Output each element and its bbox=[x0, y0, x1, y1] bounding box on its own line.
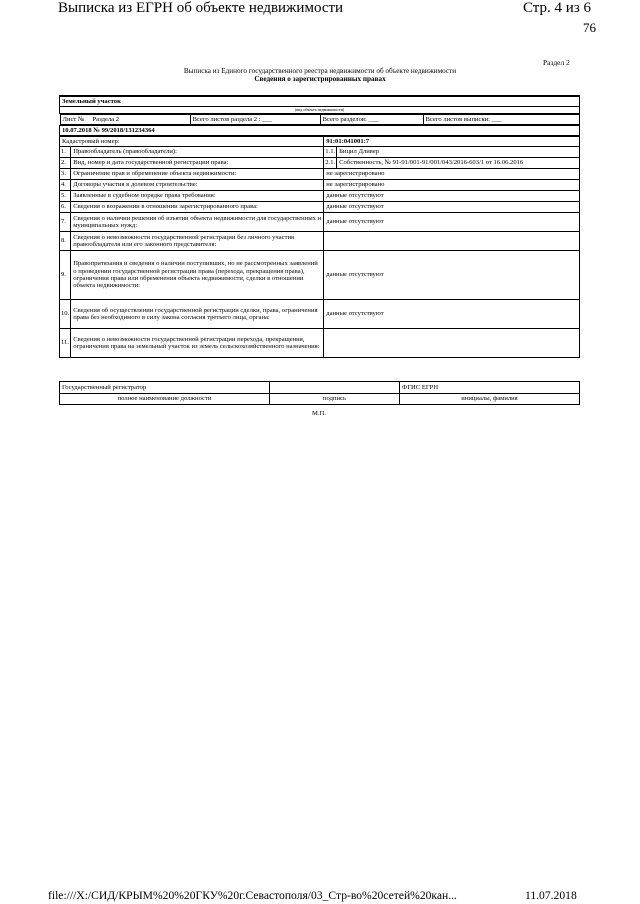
row-question: Сведения о наличии решения об изъятии объекта недвижимости для государственных и муниципальных нужд: bbox=[71, 213, 324, 232]
cadastral-label: Кадастровый номер: bbox=[60, 136, 324, 147]
sheet-info bbox=[60, 114, 580, 125]
row-answer: Собственность, № 91-91/001-91/001/043/2016-603/1 от 16.06.2016 bbox=[337, 158, 580, 169]
table-row bbox=[60, 232, 580, 251]
print-date: 11.07.2018 bbox=[525, 889, 577, 902]
row-number: 5. bbox=[60, 191, 71, 202]
sheet-number: Лист № Раздела 2 bbox=[60, 115, 190, 125]
object-type: Земельный участок bbox=[60, 96, 580, 107]
row-question: Ограничение прав и обременение объекта недвижимости: bbox=[71, 169, 324, 180]
table-row bbox=[60, 169, 580, 180]
row-number: 6. bbox=[60, 202, 71, 213]
table-row bbox=[60, 158, 580, 169]
table-row bbox=[60, 180, 580, 191]
table-row bbox=[60, 191, 580, 202]
registrar-name: ФГИС ЕГРН bbox=[400, 382, 580, 394]
row-number: 10. bbox=[60, 300, 71, 329]
table-row bbox=[60, 329, 580, 358]
page-counter: Стр. 4 из 6 bbox=[523, 0, 591, 16]
document-heading: Выписка из Единого государственного реестра недвижимости об объекте недвижимости bbox=[183, 67, 457, 75]
document-subheading: Сведения о зарегистрированных правах bbox=[254, 75, 386, 83]
row-answer: данные отсутствуют bbox=[324, 191, 580, 202]
row-question: Сведения о невозможности государственной регистрации перехода, прекращения, ограничения права на земельный участок из земель сельскохозяйственного назначения: bbox=[71, 329, 324, 358]
row-number: 3. bbox=[60, 169, 71, 180]
row-answer: Бицил Дливер bbox=[337, 147, 580, 158]
object-type-caption: (вид объекта недвижимости) bbox=[60, 107, 580, 114]
row-subnumber: 2.1. bbox=[324, 158, 337, 169]
browser-print-title: Выписка из ЕГРН об объекте недвижимости bbox=[58, 0, 344, 16]
table-row bbox=[60, 147, 580, 158]
rights-table bbox=[59, 95, 580, 358]
row-number: 7. bbox=[60, 213, 71, 232]
row-answer: данные отсутствуют bbox=[324, 300, 580, 329]
row-question: Сведения о возражении в отношении зарегистрированного права: bbox=[71, 202, 324, 213]
row-question: Правопритязания и сведения о наличии поступивших, но не рассмотренных заявлений о проведении государственной регистрации права (перехода, прекращения права), ограничения права или обременения объекта недвижимости, сделки в отношении объекта недвижимости: bbox=[71, 251, 324, 300]
registrar-signature bbox=[270, 382, 400, 394]
row-subnumber: 1.1. bbox=[324, 147, 337, 158]
table-row bbox=[60, 251, 580, 300]
name-caption: инициалы, фамилия bbox=[400, 394, 580, 405]
row-answer bbox=[324, 329, 580, 358]
document-number: 76 bbox=[583, 20, 596, 35]
row-number: 2. bbox=[60, 158, 71, 169]
row-question: Сведения об осуществлении государственной регистрации сделки, права, ограничения права без необходимого в силу закона согласия третьего лица, органа: bbox=[71, 300, 324, 329]
row-number: 11. bbox=[60, 329, 71, 358]
signature-caption: подпись bbox=[270, 394, 400, 405]
row-answer: не зарегистрировано bbox=[324, 180, 580, 191]
total-sheets-extract: Всего листов выписки: ___ bbox=[423, 115, 579, 125]
file-path: file:///X:/СИД/КРЫМ%20%20ГКУ%20г.Севастополя/03_Стр-во%20сетей%20кан... bbox=[48, 889, 457, 902]
registrar-position: Государственный регистратор bbox=[60, 382, 270, 394]
row-number: 9. bbox=[60, 251, 71, 300]
row-question: Правообладатель (правообладатели): bbox=[71, 147, 324, 158]
row-question: Сведения о невозможности государственной регистрации без личного участия правообладателя или его законного представителя: bbox=[71, 232, 324, 251]
row-answer bbox=[324, 232, 580, 251]
row-answer: данные отсутствуют bbox=[324, 251, 580, 300]
table-row bbox=[60, 202, 580, 213]
row-answer: данные отсутствуют bbox=[324, 213, 580, 232]
stamp-place: М.П. bbox=[312, 410, 326, 417]
section-label: Раздел 2 bbox=[543, 58, 570, 67]
table-row bbox=[60, 300, 580, 329]
total-sheets-section: Всего листов раздела 2 : ___ bbox=[190, 115, 320, 125]
row-answer: данные отсутствуют bbox=[324, 202, 580, 213]
row-question: Вид, номер и дата государственной регистрации права: bbox=[71, 158, 324, 169]
signature-table bbox=[59, 381, 580, 405]
date-and-number: 10.07.2018 № 99/2018/131234364 bbox=[60, 126, 580, 137]
row-answer: не зарегистрировано bbox=[324, 169, 580, 180]
cadastral-number: 91:01:041001:7 bbox=[324, 136, 580, 147]
row-question: Заявленные в судебном порядке права требования: bbox=[71, 191, 324, 202]
total-sections: Всего разделов: ___ bbox=[320, 115, 423, 125]
rights-rows bbox=[60, 147, 580, 358]
row-number: 1. bbox=[60, 147, 71, 158]
row-question: Договоры участия в долевом строительстве: bbox=[71, 180, 324, 191]
table-row bbox=[60, 213, 580, 232]
row-number: 8. bbox=[60, 232, 71, 251]
position-caption: полное наименование должности bbox=[60, 394, 270, 405]
row-number: 4. bbox=[60, 180, 71, 191]
